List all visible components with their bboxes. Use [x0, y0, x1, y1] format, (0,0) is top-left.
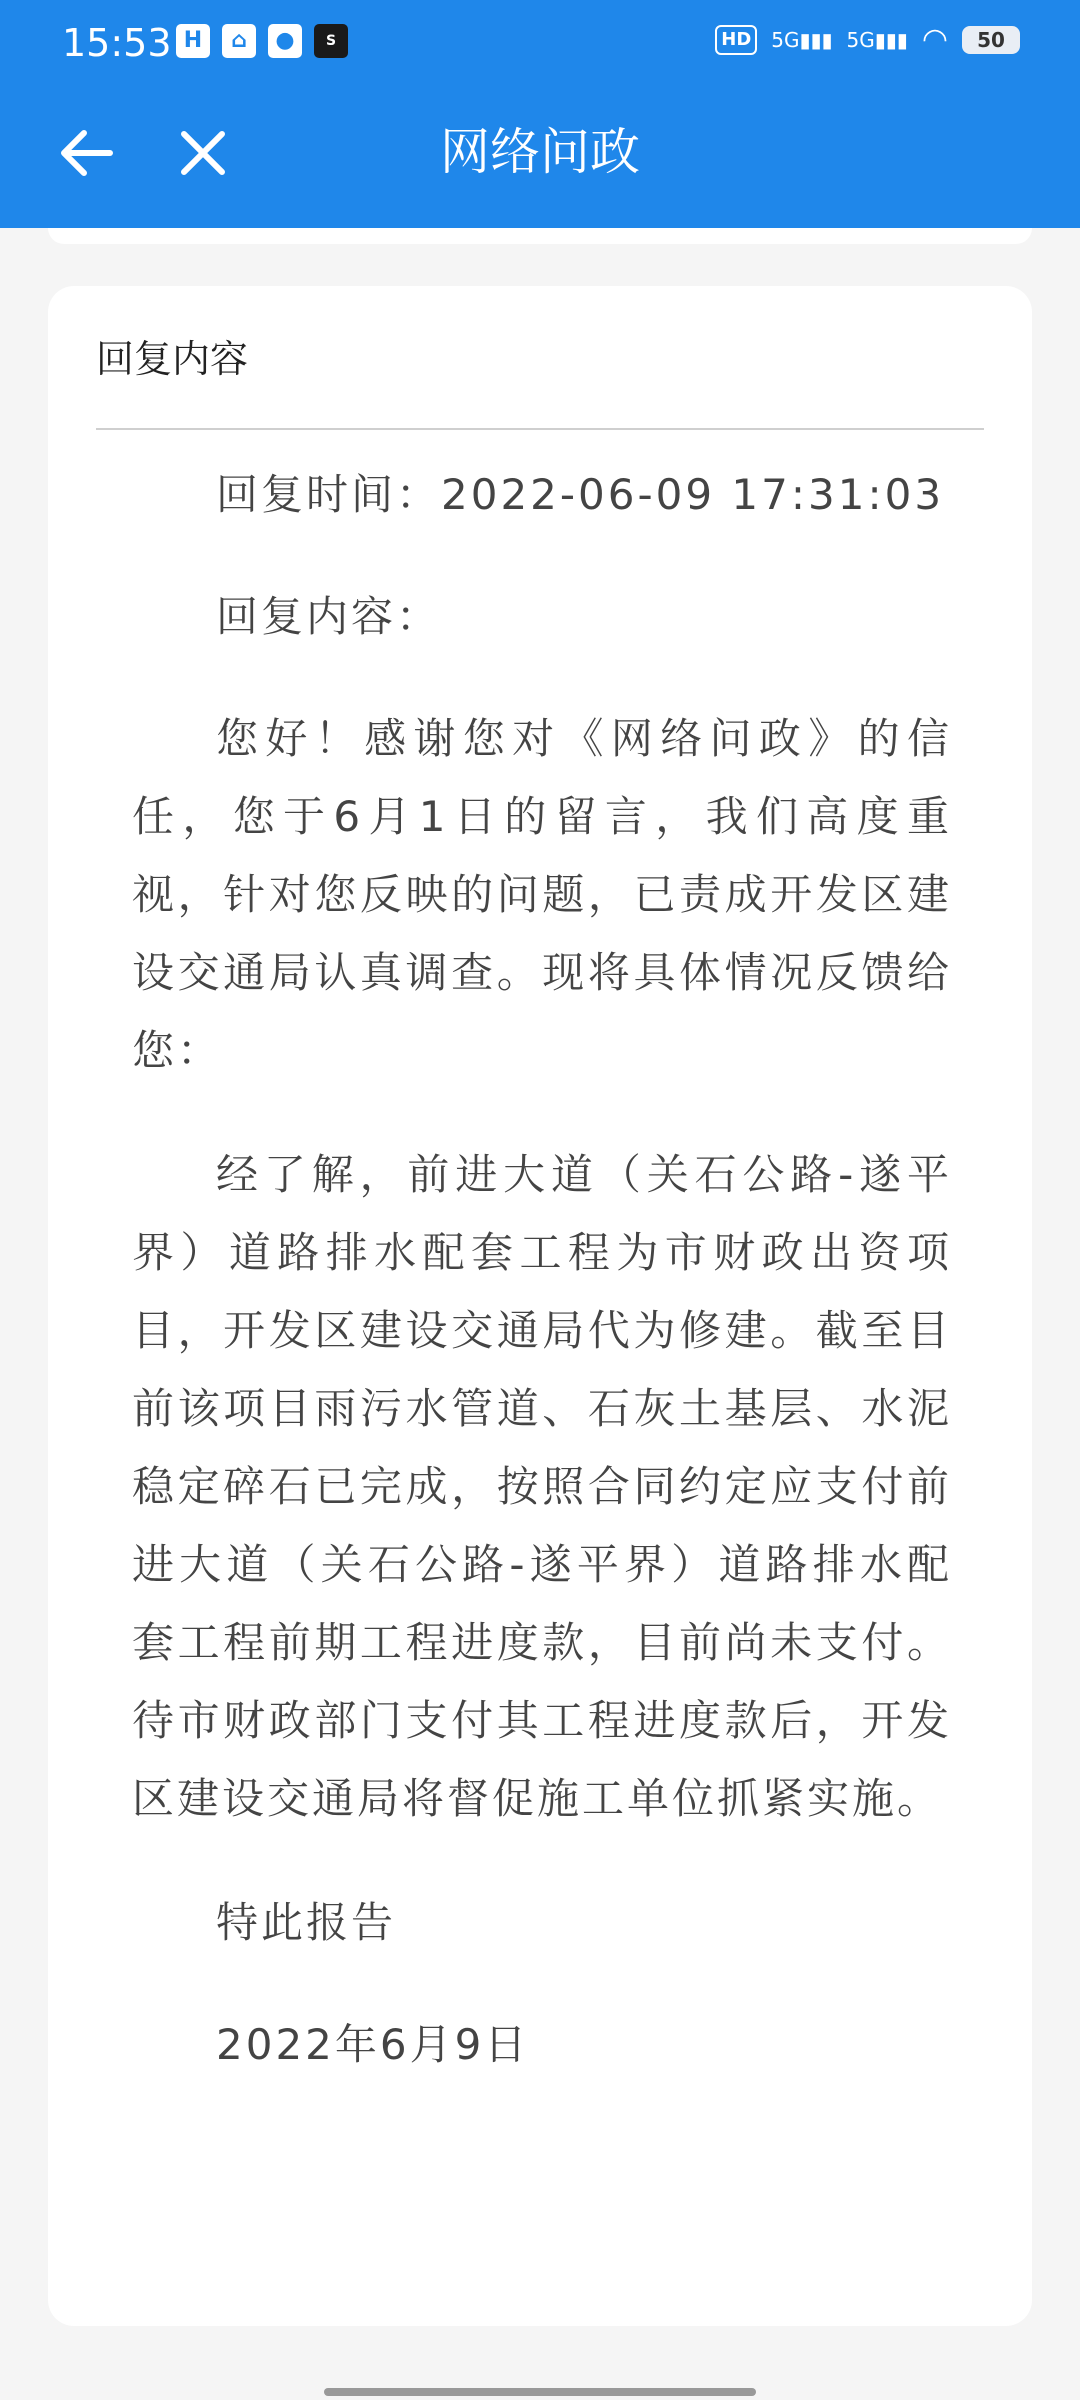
status-time: 15:53 [62, 21, 172, 65]
home-app-icon: ⌂ [222, 24, 256, 58]
status-bar [0, 0, 1080, 86]
reply-content [132, 456, 952, 2128]
reply-card [48, 286, 1032, 2326]
signal-icon-2: 5G▮▮▮ [846, 28, 908, 52]
reply-content-label: 回复内容： [216, 592, 442, 641]
reply-date: 2022年6月9日 [216, 2020, 530, 2069]
wifi-icon: ◠ [921, 22, 948, 57]
signal-icon-1: 5G▮▮▮ [771, 28, 833, 52]
divider [96, 428, 984, 430]
reply-closing: 特此报告 [216, 1898, 397, 1947]
hd-icon: HD [715, 25, 757, 55]
app-bar [0, 86, 1080, 228]
card-header: 回复内容 [96, 337, 249, 381]
page-title: 网络问政 [440, 123, 640, 181]
reply-time: 回复时间：2022-06-09 17:31:03 [216, 470, 945, 519]
previous-card-edge [48, 228, 1032, 244]
reply-paragraph-1: 您好！感谢您对《网络问政》的信任，您于6月1日的留言，我们高度重视，针对您反映的问题，已责成开发区建设交通局认真调查。现将具体情况反馈给您： [132, 714, 952, 1075]
app-h-icon: H [176, 24, 210, 58]
reply-paragraph-2: 经了解，前进大道（关石公路-遂平界）道路排水配套工程为市财政出资项目，开发区建设交通局代为修建。截至目前该项目雨污水管道、石灰土基层、水泥稳定碎石已完成，按照合同约定应支付前进大道（关石公路-遂平界）道路排水配套工程前期工程进度款，目前尚未支付。待市财政部门支付其工程进度款后，开发区建设交通局将督促施工单位抓紧实施。 [132, 1150, 952, 1823]
notification-icons [176, 24, 348, 58]
soul-app-icon: S [314, 24, 348, 58]
battery-icon: 50 [962, 26, 1020, 54]
map-pin-icon: ● [268, 24, 302, 58]
system-icons [715, 24, 1020, 56]
home-indicator[interactable] [324, 2388, 756, 2396]
